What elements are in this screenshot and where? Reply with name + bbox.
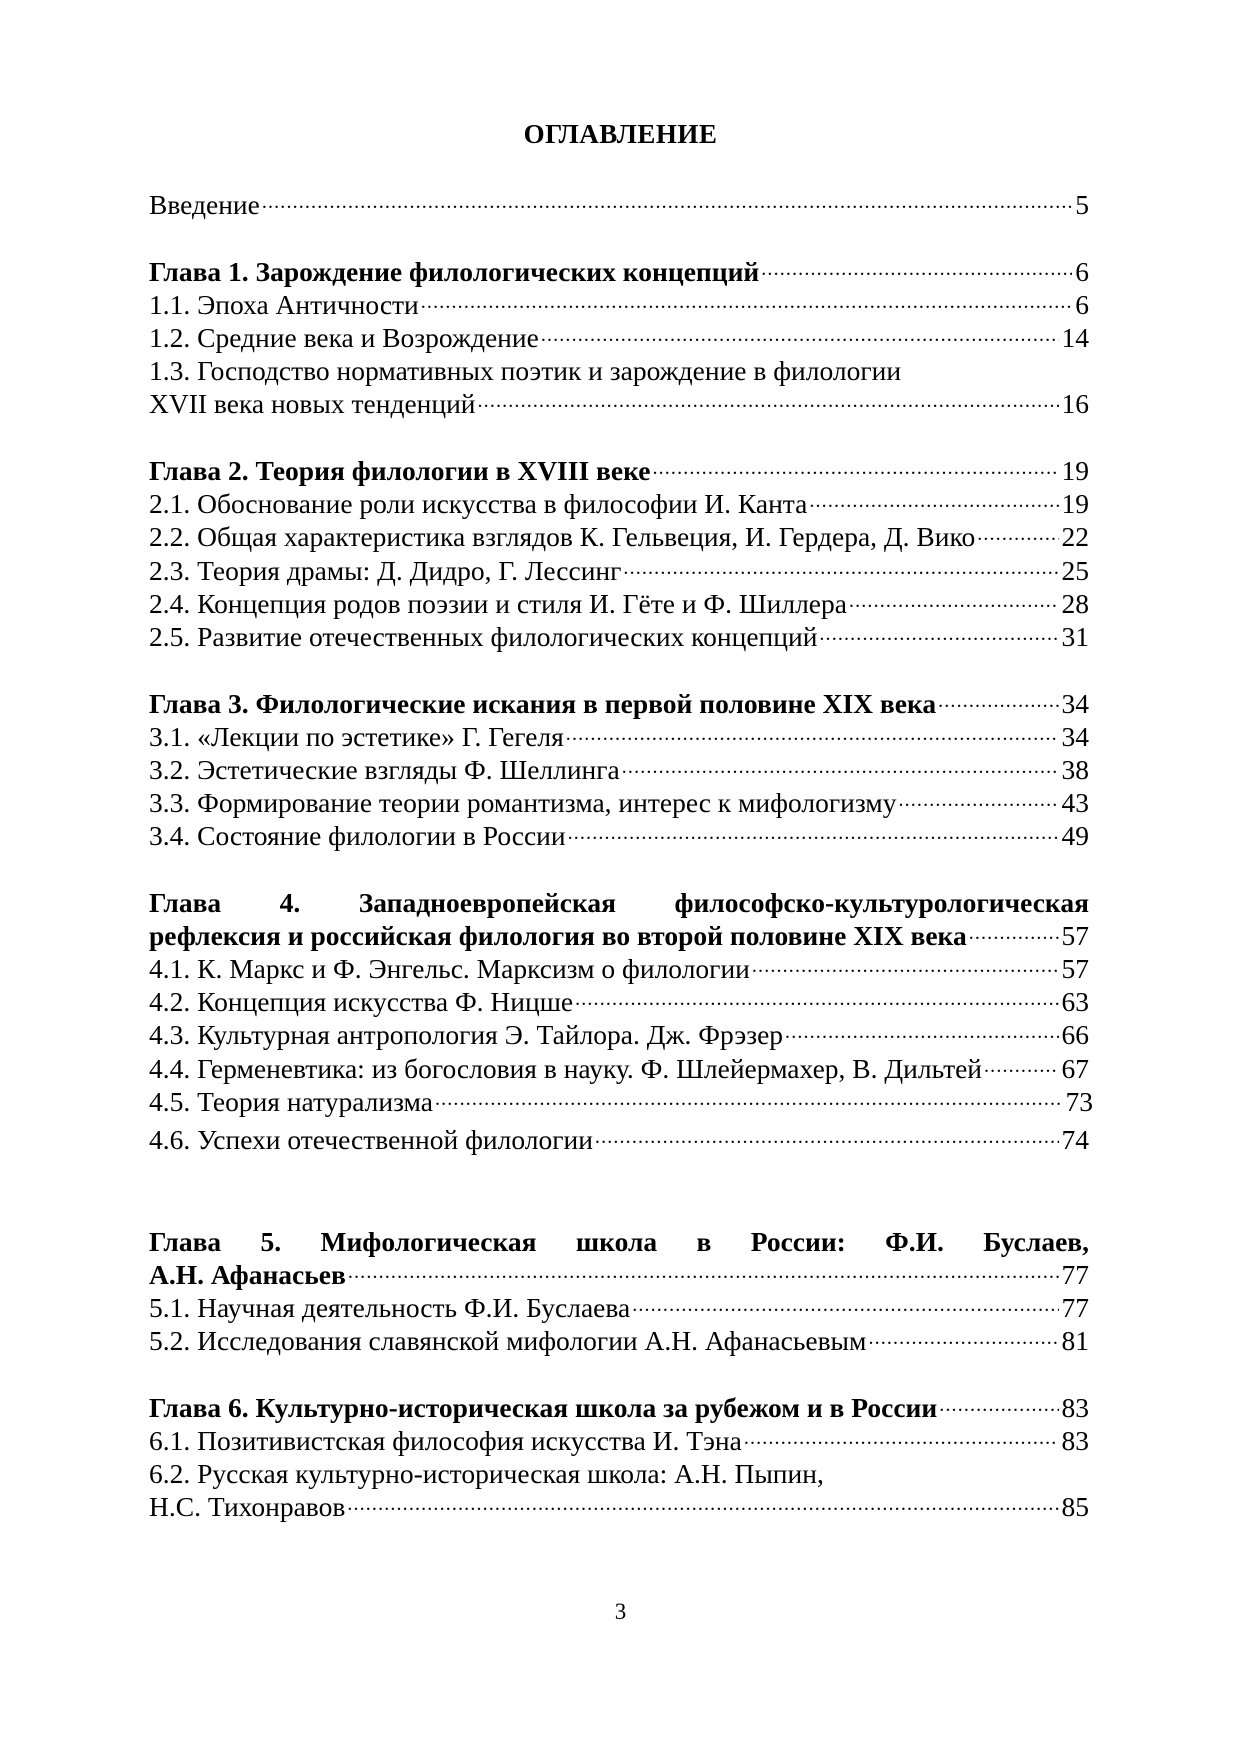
dot-leader [347, 1492, 1058, 1516]
toc-page-number: 63 [1061, 986, 1089, 1017]
toc-page-number: 25 [1061, 555, 1089, 586]
dot-leader [819, 622, 1058, 646]
toc-chapter-5[interactable] [149, 1226, 1089, 1258]
dot-leader [809, 489, 1058, 513]
page-number: 3 [614, 1599, 627, 1624]
toc-page-number: 85 [1061, 1491, 1089, 1522]
dot-leader [938, 689, 1058, 713]
toc-chapter-title: Глава 6. Культурно-историческая школа за рубежом и в России [149, 1392, 938, 1423]
toc-entry[interactable] [149, 1086, 1093, 1118]
toc-entry[interactable] [149, 721, 1089, 753]
toc-entry-text: 4.5. Теория натурализма [149, 1086, 433, 1117]
toc-page-number: 49 [1061, 820, 1089, 851]
dot-leader [435, 1087, 1063, 1111]
toc-page-number: 66 [1061, 1019, 1089, 1050]
toc-entry[interactable] [149, 1325, 1089, 1357]
toc-entry-text: 2.5. Развитие отечественных филологических концепций [149, 621, 818, 652]
heading-word: Буслаев, [983, 1226, 1089, 1257]
toc-entry[interactable] [149, 986, 1089, 1018]
toc-entry-text: 6.1. Позитивистская философия искусства И. Тэна [149, 1425, 742, 1456]
toc-chapter-title: А.Н. Афанасьев [149, 1259, 346, 1290]
toc-chapter-title: рефлексия и российская филология во второй половине XIX века [149, 920, 967, 951]
toc-page-number: 38 [1061, 754, 1089, 785]
toc-entry-text: 3.1. «Лекции по эстетике» Г. Гегеля [149, 721, 564, 752]
dot-leader [785, 1020, 1058, 1044]
heading-word: 5. [260, 1226, 282, 1257]
toc-entry-text: 5.1. Научная деятельность Ф.И. Буслаева [149, 1292, 631, 1323]
toc-entry[interactable] [149, 1491, 1089, 1523]
dot-leader [939, 1393, 1058, 1417]
dot-leader [977, 522, 1058, 546]
toc-entry[interactable] [149, 953, 1089, 985]
toc-entry[interactable] [149, 1292, 1089, 1324]
toc-page-number: 19 [1061, 455, 1089, 486]
dot-leader [478, 389, 1059, 413]
toc-page-number: 81 [1061, 1325, 1089, 1356]
toc-chapter-5-cont[interactable] [149, 1259, 1089, 1291]
toc-entry-text: 3.3. Формирование теории романтизма, интерес к мифологизму [149, 787, 897, 818]
toc-page-number: 31 [1061, 621, 1089, 652]
toc-entry-text: 1.3. Господство нормативных поэтик и зарождение в филологии [149, 355, 902, 386]
toc-entry-text: 6.2. Русская культурно-историческая школа: А.Н. Пыпин, [149, 1458, 824, 1489]
toc-entry-text: 2.4. Концепция родов поэзии и стиля И. Гёте и Ф. Шиллера [149, 588, 847, 619]
toc-page-number: 73 [1065, 1086, 1093, 1117]
toc-entry-text: 2.2. Общая характеристика взглядов К. Гельвеция, И. Гердера, Д. Вико [149, 521, 976, 552]
toc-page-number: 34 [1061, 721, 1089, 752]
toc-entry[interactable] [149, 787, 1089, 819]
dot-leader [262, 190, 1072, 214]
heading-word: школа [575, 1226, 658, 1257]
toc-entry[interactable] [149, 1019, 1089, 1051]
dot-leader [575, 987, 1058, 1011]
toc-page-number: 74 [1061, 1124, 1089, 1155]
toc-chapter-2[interactable] [149, 455, 1089, 487]
dot-leader [348, 1260, 1059, 1284]
toc-entry-text: 5.2. Исследования славянской мифологии А.Н. Афанасьевым [149, 1325, 867, 1356]
toc-page-number: 19 [1061, 488, 1089, 519]
dot-leader [984, 1054, 1058, 1078]
toc-page-number: 67 [1061, 1053, 1089, 1084]
page-title: ОГЛАВЛЕНИЕ [523, 119, 718, 149]
toc-page-number: 6 [1075, 256, 1089, 287]
toc-entry-text: Введение [149, 189, 260, 220]
toc-entry-text: 1.2. Средние века и Возрождение [149, 322, 539, 353]
toc-page-number: 16 [1061, 388, 1089, 419]
dot-leader [868, 1326, 1058, 1350]
dot-leader [969, 921, 1059, 945]
heading-word: Глава [149, 887, 222, 918]
toc-entry-text: 4.4. Герменевтика: из богословия в науку. Ф. Шлейермахер, В. Дильтей [149, 1053, 983, 1084]
heading-word: России: [750, 1226, 846, 1257]
toc-page-number: 6 [1075, 289, 1089, 320]
toc-entry[interactable] [149, 1458, 1089, 1490]
toc-entry-text: 3.4. Состояние филологии в России [149, 820, 566, 851]
dot-leader [744, 1426, 1059, 1450]
toc-page-number: 57 [1061, 953, 1089, 984]
toc-entry-text: 2.3. Теория драмы: Д. Дидро, Г. Лессинг [149, 555, 622, 586]
toc-entry[interactable] [149, 322, 1089, 354]
heading-word: философско-культурологическая [674, 887, 1089, 918]
toc-chapter-1[interactable] [149, 256, 1089, 288]
toc-entry[interactable] [149, 754, 1089, 786]
toc-page-number: 43 [1061, 787, 1089, 818]
toc-entry[interactable] [149, 355, 1089, 387]
toc-page-number: 22 [1061, 521, 1089, 552]
toc-entry[interactable] [149, 1124, 1089, 1156]
toc-entry-text: XVII века новых тенденций [149, 388, 476, 419]
dot-leader [752, 954, 1059, 978]
toc-chapter-3[interactable] [149, 688, 1089, 720]
toc-chapter-title: Глава 1. Зарождение филологических концепций [149, 256, 760, 287]
toc-chapter-title: Глава 3. Филологические искания в первой половине XIX века [149, 688, 937, 719]
heading-word: Ф.И. [885, 1226, 944, 1257]
dot-leader [761, 257, 1072, 281]
dot-leader [595, 1125, 1059, 1149]
toc-chapter-title: Глава 2. Теория филологии в XVIII веке [149, 455, 651, 486]
dot-leader [849, 589, 1059, 613]
toc-entry[interactable] [149, 289, 1089, 321]
toc-entry[interactable] [149, 1053, 1089, 1085]
toc-entry-text: 1.1. Эпоха Античности [149, 289, 419, 320]
toc-entry[interactable] [149, 555, 1089, 587]
dot-leader [623, 556, 1058, 580]
toc-entry-text: 4.6. Успехи отечественной филологии [149, 1124, 593, 1155]
dot-leader [568, 821, 1059, 845]
dot-leader [898, 788, 1058, 812]
toc-entry-text: 4.3. Культурная антропология Э. Тайлора. Дж. Фрэзер [149, 1019, 784, 1050]
toc-page-number: 5 [1075, 189, 1089, 220]
dot-leader [566, 722, 1059, 746]
toc-page-number: 77 [1061, 1292, 1089, 1323]
heading-word: Западноевропейская [358, 887, 617, 918]
toc-page-number: 28 [1061, 588, 1089, 619]
dot-leader [421, 290, 1072, 314]
heading-word: Мифологическая [320, 1226, 537, 1257]
toc-page-number: 83 [1061, 1425, 1089, 1456]
toc-page-number: 57 [1061, 920, 1089, 951]
toc-entry[interactable] [149, 488, 1089, 520]
toc-entry[interactable] [149, 588, 1089, 620]
toc-entry-intro[interactable] [149, 189, 1089, 221]
dot-leader [622, 755, 1059, 779]
heading-word: в [696, 1226, 712, 1257]
toc-page-number: 83 [1061, 1392, 1089, 1423]
toc-chapter-4-cont[interactable] [149, 920, 1089, 952]
toc-chapter-4[interactable] [149, 887, 1089, 919]
toc-entry-text: Н.С. Тихонравов [149, 1491, 346, 1522]
toc-entry[interactable] [149, 621, 1089, 653]
toc-entry[interactable] [149, 388, 1089, 420]
toc-entry[interactable] [149, 820, 1089, 852]
toc-page-number: 34 [1061, 688, 1089, 719]
toc-entry-text: 4.2. Концепция искусства Ф. Ницше [149, 986, 574, 1017]
dot-leader [541, 323, 1059, 347]
heading-word: 4. [279, 887, 301, 918]
dot-leader [652, 456, 1058, 480]
toc-entry-text: 4.1. К. Маркс и Ф. Энгельс. Марксизм о филологии [149, 953, 750, 984]
toc-entry[interactable] [149, 1425, 1089, 1457]
toc-entry-text: 2.1. Обоснование роли искусства в философии И. Канта [149, 488, 808, 519]
toc-page-number: 14 [1061, 322, 1089, 353]
toc-entry[interactable] [149, 521, 1089, 553]
heading-word: Глава [149, 1226, 222, 1257]
dot-leader [632, 1293, 1058, 1317]
toc-entry-text: 3.2. Эстетические взгляды Ф. Шеллинга [149, 754, 620, 785]
toc-page-number: 77 [1061, 1259, 1089, 1290]
toc-chapter-6[interactable] [149, 1392, 1089, 1424]
